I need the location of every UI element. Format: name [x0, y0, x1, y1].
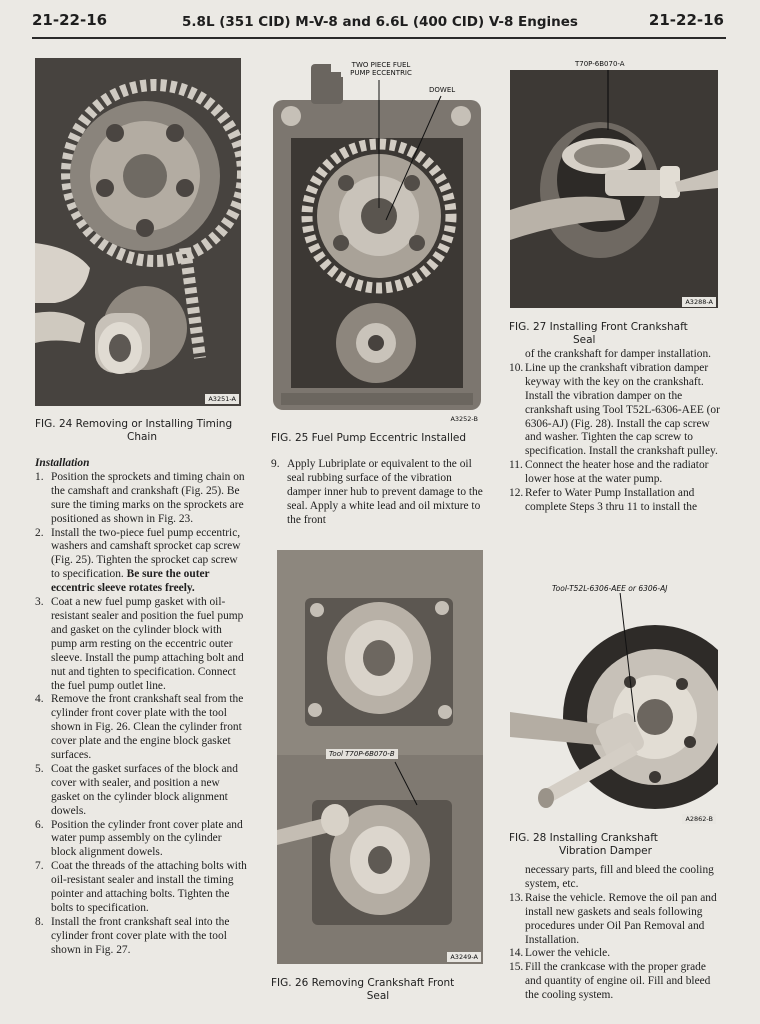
fig26-tool-label: Tool T70P-6B070-B — [326, 749, 398, 759]
step-text: Install the front crankshaft seal into the cylinder front cover plate with the tool shown in Fig. 27. — [51, 915, 230, 956]
step-number: 9. — [271, 458, 280, 470]
fig25-callout-eccentric-line2: PUMP ECCENTRIC — [350, 69, 412, 77]
fig26-code: A3249-A — [447, 952, 481, 962]
step-number: 14. — [509, 947, 524, 960]
fig28-caption — [509, 832, 723, 858]
list-item — [35, 471, 249, 527]
step-text: Coat a new fuel pump gasket with oil-resistant sealer and position the fuel pump and gasket on the cylinder block with pump arm resting on the eccentric outer sleeve. Install the pump attaching bolt and nut and tighten to specification. Connect the fuel pump outlet line. — [51, 596, 244, 692]
list-item — [35, 763, 249, 819]
step-number: 13. — [509, 891, 524, 904]
step-text: Line up the crankshaft vibration damper keyway with the key on the crankshaft. Install the vibration damper on the crankshaft using Tool T52L-6306-AEE (or 6306-AJ) (Fig. 28). Install the cap screw and washer. Tighten the cap screw to specification. Install the crankshaft pulley. — [525, 361, 720, 458]
list-item — [509, 459, 723, 487]
column-3-lower — [509, 864, 723, 1003]
fig27-caption — [509, 321, 723, 347]
step-text: Lower the vehicle. — [525, 947, 611, 960]
fig26-caption-line2: Seal — [366, 990, 390, 1002]
step-number: 11. — [509, 459, 523, 472]
step-text: Raise the vehicle. Remove the oil pan and install new gaskets and seals following procedures under Oil Pan Removal and Installation. — [525, 891, 717, 946]
page-number-right: 21-22-16 — [648, 11, 724, 29]
fig28-caption-line2: Vibration Damper — [559, 845, 652, 857]
fig26-caption-line1: FIG. 26 Removing Crankshaft Front — [271, 977, 455, 989]
vibration-damper-install-illustration — [510, 592, 718, 826]
step-text: Position the sprockets and timing chain on the camshaft and crankshaft (Fig. 25). Be sure the timing marks on the sprockets are positioned as shown in Fig. 23. — [51, 470, 245, 525]
step-text: Fill the crankcase with the proper grade and quantity of engine oil. Fill and bleed the cooling system. — [525, 961, 711, 1002]
step-text: Refer to Water Pump Installation and complete Steps 3 thru 11 to install the — [525, 487, 697, 513]
fig27-code: A3288-A — [682, 297, 716, 307]
installation-steps-col3a — [509, 362, 723, 515]
installation-heading: Installation — [35, 457, 90, 469]
fig24-code: A3251-A — [205, 394, 239, 404]
step12-continuation: necessary parts, fill and bleed the cooling system, etc. — [525, 864, 714, 890]
step-text: Coat the threads of the attaching bolts with oil-resistant sealer and install the timing pointer and attaching bolts. Tighten the bolts to specification. — [51, 860, 247, 914]
fig27-photo — [510, 70, 718, 308]
page-title: 5.8L (351 CID) M-V-8 and 6.6L (400 CID) V-8 Engines — [182, 14, 578, 30]
column-2 — [271, 458, 483, 528]
step-warning-text: Be sure the outer eccentric sleeve rotates freely. — [51, 568, 210, 595]
fig28-caption-line1: FIG. 28 Installing Crankshaft — [509, 832, 658, 844]
fig25-callout-dowel: DOWEL — [429, 86, 456, 94]
list-item — [509, 947, 723, 961]
installation-steps-col3b — [509, 892, 723, 1003]
step-number: 1. — [35, 470, 44, 483]
step-number: 2. — [35, 526, 44, 539]
fig26-caption — [271, 977, 485, 1003]
fig28-code: A2862-B — [682, 814, 716, 824]
fig25-caption: FIG. 25 Fuel Pump Eccentric Installed — [271, 432, 467, 444]
step-number: 8. — [35, 915, 44, 928]
list-item — [509, 892, 723, 948]
fig25-code: A3252-B — [447, 414, 481, 424]
fig27-caption-line2: Seal — [573, 334, 596, 346]
step-number: 4. — [35, 693, 44, 706]
step9-continuation: of the crankshaft for damper installation. — [525, 348, 711, 360]
timing-chain-illustration — [35, 58, 241, 406]
fig28-tool-label: Tool-T52L-6306-AEE or 6306-AJ — [552, 584, 668, 593]
column-3-upper — [509, 348, 723, 515]
list-item — [35, 527, 249, 597]
list-item — [509, 961, 723, 1003]
step-text: Install the two-piece fuel pump eccentric, washers and camshaft sprocket cap screw (Fig. 25). Tighten the sprocket cap screw to specification. — [51, 526, 241, 581]
page-number-left: 21-22-16 — [32, 11, 108, 29]
list-item — [35, 916, 249, 958]
list-item — [35, 860, 249, 916]
step-number: 10. — [509, 361, 524, 374]
step-text: Position the cylinder front cover plate and water pump assembly on the cylinder block alignment dowels. — [51, 818, 243, 859]
step-text: Apply Lubriplate or equivalent to the oil seal rubbing surface of the vibration damper inner hub to prevent damage to the seal. Apply a white lead and oil mixture to the front — [287, 458, 483, 526]
list-item — [35, 819, 249, 861]
step-text: Coat the gasket surfaces of the block and cover with sealer, and position a new gasket on the cylinder block alignment dowels. — [51, 762, 238, 817]
step-number: 15. — [509, 961, 524, 974]
step-text: Connect the heater hose and the radiator lower hose at the water pump. — [525, 459, 709, 486]
page-header — [0, 4, 760, 36]
list-item — [509, 362, 723, 459]
step-number: 3. — [35, 596, 44, 609]
fig27-caption-line1: FIG. 27 Installing Front Crankshaft — [509, 321, 688, 333]
fuel-pump-eccentric-illustration — [271, 58, 483, 424]
list-item — [35, 596, 249, 693]
list-item — [35, 693, 249, 763]
fig25-photo — [271, 58, 483, 424]
fig24-caption-line2: Chain — [127, 431, 157, 443]
step-number: 5. — [35, 762, 44, 775]
fig24-caption — [35, 418, 249, 444]
list-item — [271, 458, 483, 528]
fig24-caption-line1: FIG. 24 Removing or Installing Timing — [35, 418, 233, 430]
fig25-callout-eccentric — [341, 61, 421, 77]
header-rule — [32, 37, 726, 39]
installation-steps-col1 — [35, 471, 249, 958]
step-number: 7. — [35, 860, 44, 873]
list-item — [509, 487, 723, 515]
fig28-photo — [510, 592, 718, 826]
step-text: Remove the front crankshaft seal from the cylinder front cover plate with the tool shown in Fig. 26. Clean the cylinder front cover plate and the engine block gasket surfaces. — [51, 693, 244, 762]
fig27-tool-label: T70P-6B070-A — [575, 60, 625, 68]
fig24-photo — [35, 58, 241, 406]
fig26-photo — [277, 550, 483, 964]
front-seal-tool-illustration — [510, 70, 718, 308]
installation-steps-col2 — [271, 458, 483, 528]
step-number: 12. — [509, 487, 524, 500]
column-1 — [35, 457, 249, 958]
fig25-callout-eccentric-line1: TWO PIECE FUEL — [351, 61, 411, 69]
step-number: 6. — [35, 818, 44, 831]
